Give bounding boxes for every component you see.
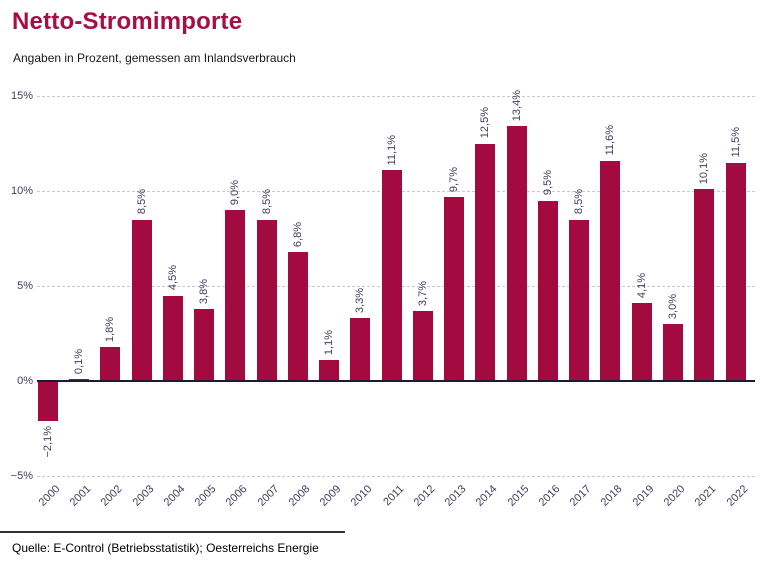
x-axis-tick-label-2005: 2005 (192, 483, 219, 509)
x-axis-tick-label-2017: 2017 (567, 483, 594, 509)
bar-value-label-2000: −2,1% (41, 425, 54, 458)
x-axis-tick-label-2009: 2009 (317, 483, 344, 509)
x-axis-tick-label-2011: 2011 (380, 483, 407, 509)
chart-title: Netto-Stromimporte (12, 8, 243, 35)
x-axis-tick-label-2012: 2012 (411, 483, 438, 509)
gridline-15% (37, 96, 755, 97)
bar-2000 (38, 381, 58, 421)
x-axis-tick-label-2001: 2001 (67, 483, 94, 509)
bar-value-label-2022: 11,5% (729, 127, 742, 158)
bar-value-label-2015: 13,4% (510, 90, 523, 122)
x-axis-tick-label-2010: 2010 (349, 483, 375, 509)
bar-value-label-2002: 1,8% (104, 316, 117, 342)
bar-value-label-2019: 4,1% (635, 273, 648, 299)
bar-2009 (319, 360, 339, 381)
x-axis-tick-label-2007: 2007 (255, 483, 282, 509)
bar-value-label-2016: 9,5% (541, 170, 554, 196)
bar-value-label-2020: 3,0% (667, 293, 679, 319)
bar-value-label-2018: 11,6% (604, 125, 617, 156)
x-axis-tick-label-2014: 2014 (474, 483, 500, 509)
x-axis-tick-label-2008: 2008 (286, 483, 313, 509)
bar-2005 (194, 309, 214, 381)
x-axis-tick-label-2019: 2019 (630, 483, 657, 509)
bar-value-label-2009: 1,1% (323, 330, 336, 356)
bar-value-label-2017: 8,5% (573, 189, 586, 215)
bar-value-label-2001: 0,1% (73, 349, 86, 375)
x-axis-tick-label-2004: 2004 (161, 483, 188, 509)
bar-2008 (288, 252, 308, 381)
y-axis-tick-label: 0% (17, 375, 33, 387)
bar-2010 (350, 318, 370, 381)
x-axis-tick-label-2018: 2018 (599, 483, 625, 509)
source-attribution: Quelle: E-Control (Betriebsstatistik); Oesterreichs Energie (12, 541, 319, 555)
x-axis-tick-label-2021: 2021 (692, 483, 719, 509)
bar-value-label-2014: 12,5% (479, 107, 492, 139)
chart-subtitle: Angaben in Prozent, gemessen am Inlandsverbrauch (13, 51, 296, 65)
x-axis-tick-label-2022: 2022 (724, 483, 751, 509)
x-axis-tick-label-2020: 2020 (661, 483, 688, 509)
bar-value-label-2004: 4,5% (166, 265, 179, 291)
bar-value-label-2007: 8,5% (260, 189, 273, 215)
bar-2002 (100, 347, 120, 381)
bar-2012 (413, 311, 433, 381)
bar-value-label-2013: 9,7% (448, 166, 461, 192)
bar-value-label-2011: 11,1% (385, 134, 398, 166)
bar-2015 (507, 126, 527, 381)
source-divider (0, 531, 345, 533)
bar-value-label-2012: 3,7% (416, 280, 429, 306)
y-axis-tick-label: −5% (10, 470, 33, 482)
y-axis-tick-label: 5% (17, 280, 33, 292)
bar-2006 (225, 210, 245, 381)
bar-2011 (382, 170, 402, 381)
bar-2021 (694, 189, 714, 381)
bar-2018 (600, 161, 620, 381)
y-axis-tick-label: 15% (10, 90, 33, 102)
bar-2014 (475, 144, 495, 382)
bar-2004 (163, 296, 183, 382)
x-axis-tick-label-2015: 2015 (505, 483, 532, 509)
bar-2017 (569, 220, 589, 382)
bar-value-label-2006: 9,0% (229, 179, 242, 205)
bar-value-label-2005: 3,8% (198, 278, 211, 304)
x-axis-tick-label-2016: 2016 (536, 483, 563, 509)
bar-2019 (632, 303, 652, 381)
bar-2020 (663, 324, 683, 381)
bar-value-label-2003: 8,5% (135, 189, 148, 215)
bar-2007 (257, 220, 277, 382)
x-axis-tick-label-2002: 2002 (98, 483, 125, 509)
x-axis-tick-label-2003: 2003 (130, 483, 157, 509)
x-axis-tick-label-2013: 2013 (442, 483, 469, 509)
zero-axis-line (37, 380, 755, 382)
bar-2016 (538, 201, 558, 382)
x-axis-tick-label-2006: 2006 (224, 483, 250, 509)
bar-value-label-2021: 10,1% (698, 152, 711, 185)
bar-value-label-2010: 3,3% (354, 288, 367, 314)
bar-value-label-2008: 6,8% (291, 221, 304, 247)
x-axis-tick-label-2000: 2000 (36, 483, 63, 509)
gridline-−5% (37, 476, 755, 477)
bar-2022 (726, 163, 746, 382)
bar-2003 (132, 220, 152, 382)
bar-2013 (444, 197, 464, 381)
y-axis-tick-label: 10% (10, 185, 33, 197)
